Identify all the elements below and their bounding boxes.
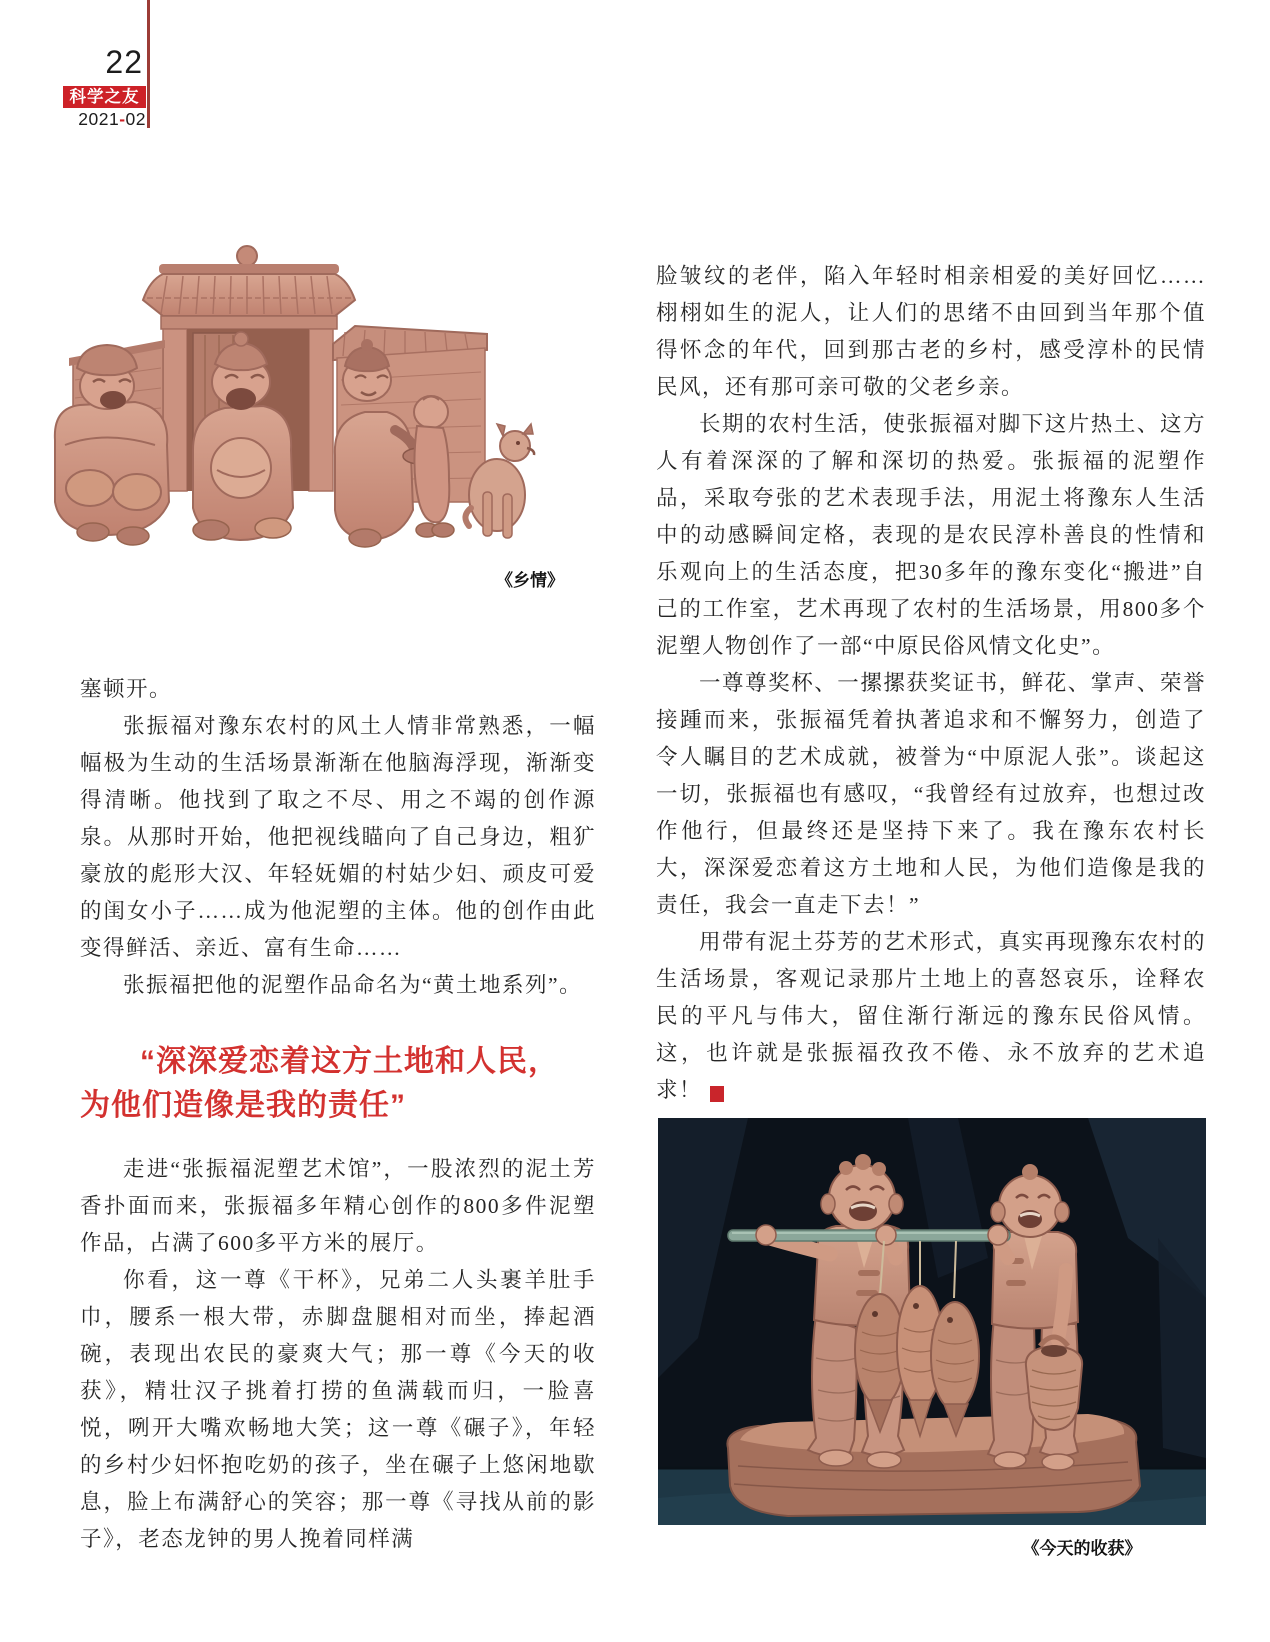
section-heading-line2: 为他们造像是我的责任” — [80, 1089, 406, 1122]
right-column — [656, 258, 1206, 1109]
header-rule — [147, 0, 150, 128]
paragraph: 脸皱纹的老伴，陷入年轻时相亲相爱的美好回忆……栩栩如生的泥人，让人们的思绪不由回到当年那个值得怀念的年代，回到那古老的乡村，感受淳朴的民情民风，还有那可亲可敬的父老乡亲。 — [656, 264, 1206, 399]
section-heading-line1: “深深爱恋着这方土地和人民， — [140, 1045, 559, 1078]
issue-dash: - — [119, 109, 126, 129]
fish-basket — [1026, 1337, 1082, 1430]
article-end-mark: s — [710, 1086, 724, 1102]
village-sculpture-image — [35, 240, 547, 552]
issue-month: 02 — [125, 109, 146, 129]
paragraph-text: 用带有泥土芬芳的艺术形式，真实再现豫东农村的生活场景，客观记录那片土地上的喜怒哀乐，诠释农民的平凡与伟大，留住渐行渐远的豫东民俗风情。这，也许就是张振福孜孜不倦、永不放弃的艺术追求！ — [656, 930, 1206, 1102]
paragraph: 张振福把他的泥塑作品命名为“黄土地系列”。 — [123, 973, 583, 997]
harvest-sculpture-illustration — [658, 1118, 1206, 1525]
page-number: 22 — [105, 44, 143, 80]
paragraph: 走进“张振福泥塑艺术馆”，一股浓烈的泥土芳香扑面而来，张振福多年精心创作的800多件泥塑作品，占满了600多平方米的展厅。 — [80, 1157, 596, 1255]
issue-year: 2021 — [78, 109, 120, 129]
paragraph: 塞顿开。 — [80, 677, 173, 701]
paragraph — [656, 924, 1206, 1109]
village-sculpture-illustration — [35, 240, 547, 552]
paragraph: 一尊尊奖杯、一摞摞获奖证书，鲜花、掌声、荣誉接踵而来，张振福凭着执著追求和不懈努力，创造了令人瞩目的艺术成就，被誉为“中原泥人张”。谈起这一切，张振福也有感叹，“我曾经有过放弃，也想过改作他行，但最终还是坚持下来了。我在豫东农村长大，深深爱恋着这方土地和人民，为他们造像是我的责任，我会一直走下去！” — [656, 671, 1206, 917]
issue-date — [63, 109, 146, 130]
paragraph: 长期的农村生活，使张振福对脚下这片热土、这方人有着深深的了解和深切的热爱。张振福的泥塑作品，采取夸张的艺术表现手法，用泥土将豫东人生活中的动感瞬间定格，表现的是农民淳朴善良的性情和乐观向上的生活态度，把30多年的豫东变化“搬进”自己的工作室，艺术再现了农村的生活场景，用800多个泥塑人物创作了一部“中原民俗风情文化史”。 — [656, 412, 1206, 658]
base-slab — [727, 1414, 1140, 1516]
village-sculpture-caption: 《乡情》 — [496, 571, 564, 590]
paragraph: 张振福对豫东农村的风土人情非常熟悉，一幅幅极为生动的生活场景渐渐在他脑海浮现，渐渐变得清晰。他找到了取之不尽、用之不竭的创作源泉。从那时开始，他把视线瞄向了自己身边，粗犷豪放的彪形大汉、年轻妩媚的村姑少妇、顽皮可爱的闺女小子……成为他泥塑的主体。他的创作由此变得鲜活、亲近、富有生命…… — [80, 714, 596, 960]
harvest-sculpture-image — [658, 1118, 1206, 1525]
left-column — [80, 671, 596, 1558]
section-heading — [80, 1040, 596, 1128]
paragraph: 你看，这一尊《干杯》，兄弟二人头裹羊肚手巾，腰系一根大带，赤脚盘腿相对而坐，捧起酒碗，表现出农民的豪爽大气；那一尊《今天的收获》，精壮汉子挑着打捞的鱼满载而归，一脸喜悦，咧开大嘴欢畅地大笑；这一尊《碾子》，年轻的乡村少妇怀抱吃奶的孩子，坐在碾子上悠闲地歇息，脸上布满舒心的笑容；那一尊《寻找从前的影子》，老态龙钟的男人挽着同样满 — [80, 1268, 596, 1551]
magazine-logo: 科学之友 — [63, 86, 146, 108]
harvest-sculpture-caption: 《今天的收获》 — [1022, 1539, 1142, 1558]
